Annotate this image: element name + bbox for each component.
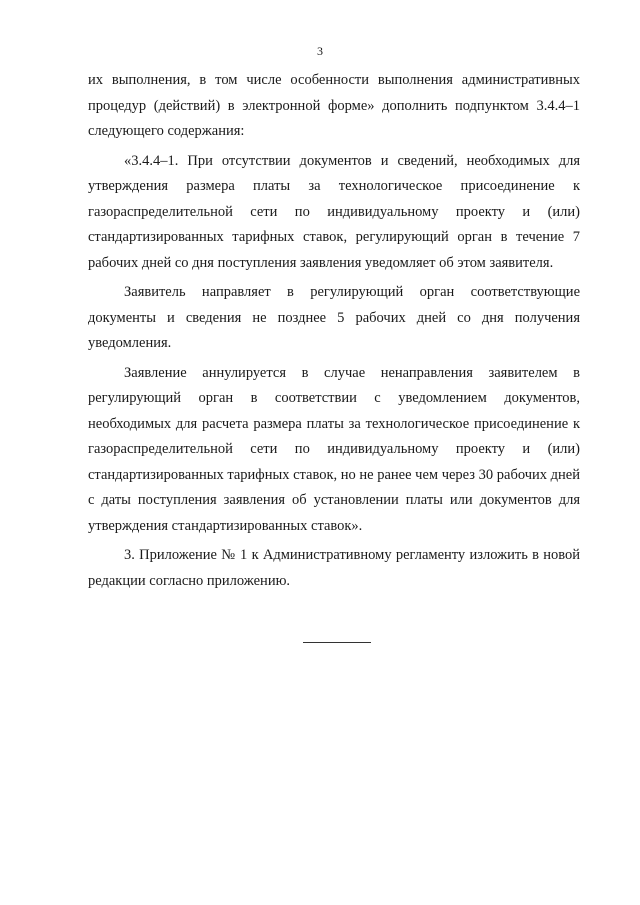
paragraph-applicant-submits: Заявитель направляет в регулирующий орган соответствующие документы и сведения не позднее 5 рабочих дней со дня получения уведомления.: [88, 284, 580, 351]
page-number: 3: [317, 44, 323, 58]
document-body: [88, 68, 580, 598]
paragraph-subclause-3-4-4-1: «3.4.4–1. При отсутствии документов и сведений, необходимых для утверждения размера платы за технологическое присоединение к газораспределительной сети по индивидуальному проекту и (или) стандартизированных тарифных ставок, регулирующий орган в течение 7 рабочих дней со дня поступления заявления уведомляет об этом заявителя.: [88, 152, 580, 271]
paragraph-application-cancelled: Заявление аннулируется в случае ненаправления заявителем в регулирующий орган в соответствии с уведомлением документов, необходимых для расчета размера платы за технологическое присоединение к газораспределительной сети по индивидуальному проекту и (или) стандартизированных тарифных ставок, но не ранее чем через 30 рабочих дней с даты поступления заявления об установлении платы или документов для утверждения стандартизированных ставок».: [88, 364, 580, 534]
paragraph-continuation: их выполнения, в том числе особенности выполнения административных процедур (действий) в электронной форме» дополнить подпунктом 3.4.4–1 следующего содержания:: [88, 72, 580, 139]
paragraph-item-3: 3. Приложение № 1 к Административному регламенту изложить в новой редакции согласно приложению.: [88, 547, 580, 589]
end-of-text-rule: [303, 642, 371, 643]
